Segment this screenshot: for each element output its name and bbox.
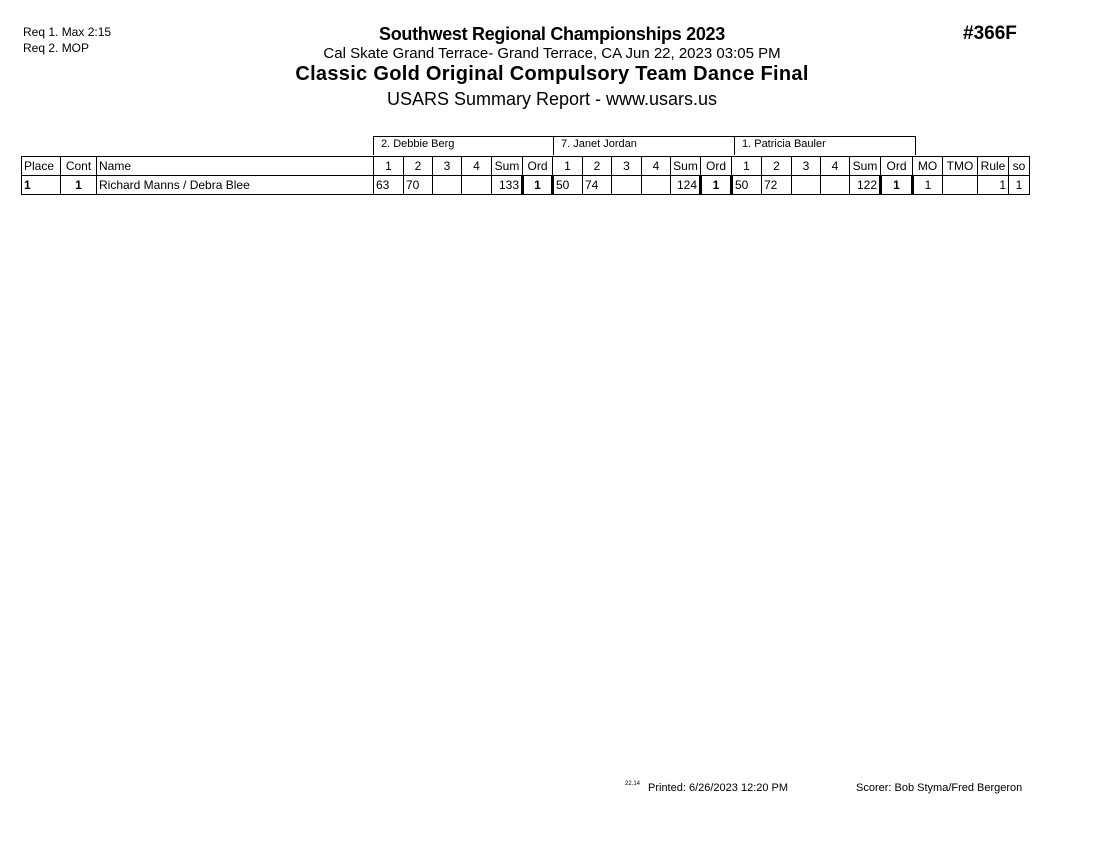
col-j3-sum: Sum — [850, 157, 881, 176]
cell-j3-4 — [821, 176, 850, 195]
report-title: USARS Summary Report - www.usars.us — [386, 89, 718, 109]
col-j2-sum: Sum — [671, 157, 701, 176]
cell-cont: 1 — [61, 176, 97, 195]
cell-j2-2: 74 — [583, 176, 612, 195]
col-j3-4: 4 — [821, 157, 850, 176]
judge-3-header: 1. Patricia Bauler — [734, 136, 916, 155]
cell-j3-2: 72 — [762, 176, 792, 195]
footer-mark: 22.14 — [625, 781, 641, 787]
cell-j2-1: 50 — [553, 176, 583, 195]
cell-j1-2: 70 — [404, 176, 433, 195]
col-j3-1: 1 — [732, 157, 762, 176]
header-row — [22, 157, 1030, 176]
col-place: Place — [22, 157, 61, 176]
cell-place: 1 — [22, 176, 61, 195]
cell-name: Richard Manns / Debra Blee — [97, 176, 374, 195]
judge-2-header: 7. Janet Jordan — [553, 136, 735, 155]
table-row — [22, 176, 1030, 195]
cell-j2-ord: 1 — [701, 176, 732, 195]
col-mo: MO — [913, 157, 943, 176]
col-j1-sum: Sum — [492, 157, 523, 176]
judge-1-header: 2. Debbie Berg — [373, 136, 554, 155]
col-j1-ord: Ord — [523, 157, 553, 176]
event-title: Classic Gold Original Compulsory Team Dance Final — [295, 63, 809, 85]
event-number: #366F — [963, 23, 1017, 44]
cell-j1-1: 63 — [374, 176, 404, 195]
col-j2-3: 3 — [612, 157, 642, 176]
cell-j1-3 — [433, 176, 462, 195]
competition-title: Southwest Regional Championships 2023 — [379, 24, 725, 44]
col-j3-2: 2 — [762, 157, 792, 176]
cell-mo: 1 — [913, 176, 943, 195]
col-j3-ord: Ord — [881, 157, 913, 176]
col-rule: Rule — [978, 157, 1009, 176]
cell-j3-ord: 1 — [881, 176, 913, 195]
cell-j3-1: 50 — [732, 176, 762, 195]
col-j2-ord: Ord — [701, 157, 732, 176]
col-so: so — [1009, 157, 1030, 176]
cell-j1-sum: 133 — [492, 176, 523, 195]
cell-j3-3 — [792, 176, 821, 195]
cell-j1-4 — [462, 176, 492, 195]
col-j1-1: 1 — [374, 157, 404, 176]
cell-tmo — [943, 176, 978, 195]
col-tmo: TMO — [943, 157, 978, 176]
cell-j3-sum: 122 — [850, 176, 881, 195]
cell-so: 1 — [1009, 176, 1030, 195]
col-j1-4: 4 — [462, 157, 492, 176]
col-j2-1: 1 — [553, 157, 583, 176]
col-j1-2: 2 — [404, 157, 433, 176]
col-name: Name — [97, 157, 374, 176]
col-cont: Cont — [61, 157, 97, 176]
cell-j1-ord: 1 — [523, 176, 553, 195]
cell-rule: 1 — [978, 176, 1009, 195]
col-j2-4: 4 — [642, 157, 671, 176]
cell-j2-3 — [612, 176, 642, 195]
results-table — [21, 156, 1030, 195]
cell-j2-sum: 124 — [671, 176, 701, 195]
printed-date: Printed: 6/26/2023 12:20 PM — [648, 782, 789, 794]
scorer: Scorer: Bob Styma/Fred Bergeron — [856, 782, 1023, 794]
location-date: Cal Skate Grand Terrace- Grand Terrace, CA Jun 22, 2023 03:05 PM — [323, 45, 781, 62]
requirement-1: Req 1. Max 2:15 — [23, 25, 112, 39]
col-j3-3: 3 — [792, 157, 821, 176]
col-j1-3: 3 — [433, 157, 462, 176]
requirement-2: Req 2. MOP — [23, 41, 90, 55]
cell-j2-4 — [642, 176, 671, 195]
col-j2-2: 2 — [583, 157, 612, 176]
